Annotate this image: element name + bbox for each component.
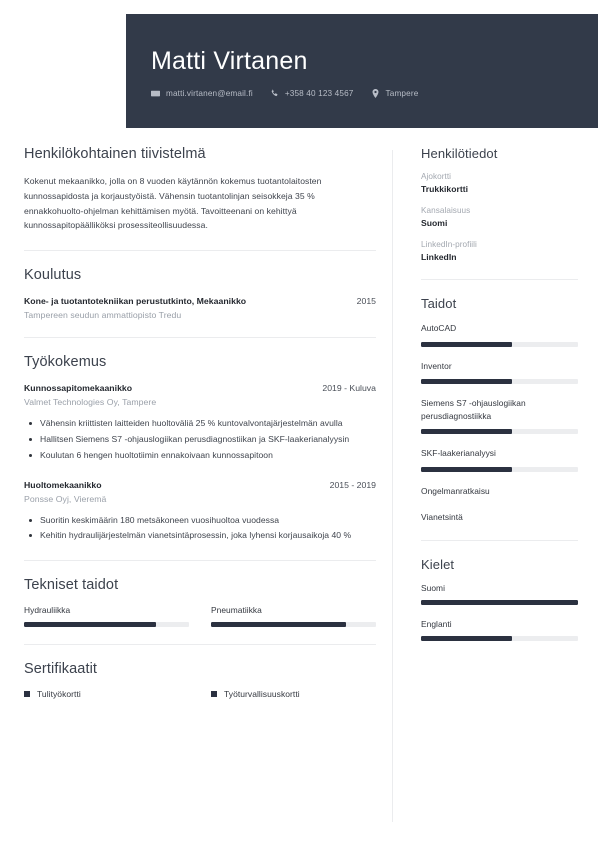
skill-label: Inventor <box>421 360 452 371</box>
tech-skill-bar-track <box>211 622 376 627</box>
language-label: Englanti <box>421 619 452 630</box>
skill-item <box>421 322 578 347</box>
tech-skill-item <box>24 605 189 627</box>
personal-detail-label: Kansalaisuus <box>421 206 471 215</box>
phone-icon <box>270 89 279 98</box>
certificate-item <box>24 689 189 699</box>
divider <box>421 540 578 541</box>
list-item: Suoritin keskimäärin 180 metsäkoneen vuosihuoltoa vuodessa <box>24 514 376 528</box>
skill-label: Vianetsintä <box>421 511 463 522</box>
divider <box>24 560 376 561</box>
tech-skill-grid <box>24 605 376 627</box>
section-title-skills: Taidot <box>421 296 457 311</box>
list-item: Hallitsen Siemens S7 -ohjauslogiikan perusdiagnostiikan ja SKF-laakerianalyysin <box>24 433 376 447</box>
language-bar-fill <box>421 636 512 641</box>
experience-entry-head <box>24 479 376 492</box>
skill-bar-fill <box>421 429 512 434</box>
certificate-item <box>211 689 376 699</box>
education-date: 2015 <box>356 296 376 307</box>
certificate-label: Työturvallisuuskortti <box>224 689 300 700</box>
education-entry-head <box>24 295 376 308</box>
linkedin-link[interactable]: LinkedIn <box>421 252 457 262</box>
section-education <box>24 267 376 320</box>
list-item: Vähensin kriittisten laitteiden huoltoväliä 25 % kuntovalvontajärjestelmän avulla <box>24 417 376 431</box>
sidebar-column <box>421 146 578 641</box>
column-divider <box>392 150 393 822</box>
tech-skill-item <box>211 605 376 627</box>
summary-text: Kokenut mekaanikko, jolla on 8 vuoden käytännön kokemus tuotantolaitosten kunnossapidosta ja korjaustyöistä. Vähensin tuotantolinjan seisokkeja 35 % ennakkohuolto-ohjelman kehittämisen myötä. Tavoitteenani on kehittyä kunnossapitopäälliköksi prosessiteollisuudessa. <box>24 176 322 231</box>
list-item: Kehitin hydraulijärjestelmän vianetsintäprosessin, joka lyhensi korjausaikoja 40 % <box>24 529 376 543</box>
experience-date: 2019 - Kuluva <box>322 383 376 393</box>
personal-detail-label: Ajokortti <box>421 172 452 181</box>
skill-bar-track <box>421 467 578 472</box>
contact-email-text: matti.virtanen@email.fi <box>166 88 253 98</box>
experience-bullets <box>24 514 376 544</box>
certificate-label: Tulityökortti <box>37 689 81 700</box>
section-summary <box>24 146 376 233</box>
section-skills <box>421 296 578 523</box>
experience-employer: Valmet Technologies Oy, Tampere <box>24 396 157 407</box>
language-item <box>421 619 578 641</box>
skill-bar-track <box>421 342 578 347</box>
section-title-certificates: Sertifikaatit <box>24 661 98 678</box>
tech-skill-label: Hydrauliikka <box>24 605 71 616</box>
certificate-grid <box>24 689 376 699</box>
square-marker-icon <box>211 691 217 697</box>
square-marker-icon <box>24 691 30 697</box>
page-title: Matti Virtanen <box>151 47 308 75</box>
personal-detail-item <box>421 172 578 194</box>
section-languages <box>421 557 578 641</box>
personal-detail-item-linkedin <box>421 240 578 262</box>
skill-bar-fill <box>421 379 512 384</box>
language-bar-fill <box>421 600 578 605</box>
tech-skill-bar-fill <box>211 622 346 627</box>
section-experience <box>24 354 376 543</box>
education-degree: Kone- ja tuotantotekniikan perustutkinto, Mekaanikko <box>24 296 247 307</box>
divider <box>24 644 376 645</box>
experience-date: 2015 - 2019 <box>329 479 376 490</box>
skill-label: Siemens S7 -ohjauslogiikan perusdiagnostiikka <box>421 398 526 421</box>
skill-label: SKF-laakerianalyysi <box>421 448 496 459</box>
location-pin-icon <box>371 89 380 98</box>
section-title-education: Koulutus <box>24 267 82 284</box>
tech-skill-bar-fill <box>24 622 156 627</box>
personal-detail-value: Suomi <box>421 218 448 228</box>
skill-bar-fill <box>421 342 512 347</box>
skill-bar-track <box>421 429 578 434</box>
education-school: Tampereen seudun ammattiopisto Tredu <box>24 310 182 320</box>
divider <box>24 337 376 338</box>
skill-item <box>421 511 578 524</box>
contact-row <box>151 89 598 98</box>
section-personal-details <box>421 146 578 262</box>
experience-entry <box>24 382 376 463</box>
language-bar-track <box>421 636 578 641</box>
experience-bullets <box>24 417 376 463</box>
language-item <box>421 583 578 605</box>
envelope-icon <box>151 89 160 98</box>
section-title-languages: Kielet <box>421 557 455 573</box>
section-tech-skills <box>24 577 376 627</box>
section-certificates <box>24 661 376 699</box>
skill-item <box>421 360 578 385</box>
main-column <box>24 146 376 699</box>
tech-skill-label: Pneumatiikka <box>211 605 262 616</box>
skill-item <box>421 485 578 498</box>
resume-header <box>126 14 598 128</box>
skill-bar-fill <box>421 467 512 472</box>
list-item: Koulutan 6 hengen huoltotiimin ennakoivaan kunnossapitoon <box>24 449 376 463</box>
skill-bar-track <box>421 379 578 384</box>
section-title-experience: Työkokemus <box>24 354 107 370</box>
experience-employer: Ponsse Oyj, Vieremä <box>24 493 107 504</box>
experience-role: Huoltomekaanikko <box>24 479 102 490</box>
contact-phone[interactable] <box>270 89 354 98</box>
education-entry <box>24 295 376 320</box>
skill-item <box>421 397 578 434</box>
language-bar-track <box>421 600 578 605</box>
contact-email[interactable] <box>151 89 253 98</box>
contact-location-text: Tampere <box>385 88 419 98</box>
contact-location[interactable] <box>371 89 419 98</box>
section-title-summary: Henkilökohtainen tiivistelmä <box>24 146 206 162</box>
language-label: Suomi <box>421 583 445 594</box>
skill-label: AutoCAD <box>421 323 457 333</box>
experience-role: Kunnossapitomekaanikko <box>24 383 133 393</box>
tech-skill-bar-track <box>24 622 189 627</box>
divider <box>421 279 578 280</box>
experience-entry <box>24 479 376 544</box>
contact-phone-text: +358 40 123 4567 <box>284 88 354 98</box>
divider <box>24 250 376 251</box>
section-title-personal-details: Henkilötiedot <box>421 146 498 161</box>
personal-detail-value: Trukkikortti <box>421 184 469 194</box>
skill-label: Ongelmanratkaisu <box>421 486 490 497</box>
personal-detail-item <box>421 206 578 228</box>
skill-item <box>421 447 578 472</box>
section-title-tech-skills: Tekniset taidot <box>24 577 119 594</box>
personal-detail-label: LinkedIn-profiili <box>421 240 477 249</box>
experience-entry-head <box>24 382 376 395</box>
